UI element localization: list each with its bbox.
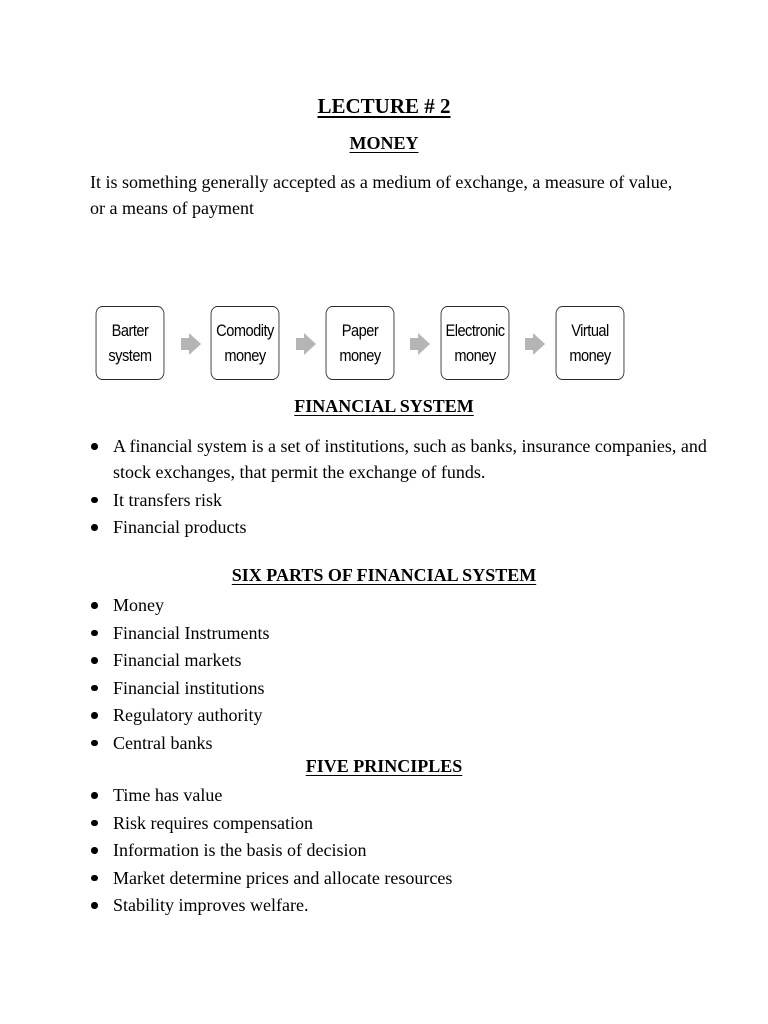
flow-box-virtual-money: Virtual money — [556, 306, 625, 380]
list-item: Regulatory authority — [90, 702, 710, 728]
list-item: Stability improves welfare. — [90, 892, 710, 918]
financial-system-heading: FINANCIAL SYSTEM — [294, 396, 474, 416]
list-item: Financial markets — [90, 647, 710, 673]
list-item: Financial Instruments — [90, 620, 710, 646]
list-item: Money — [90, 592, 710, 618]
flow-box-paper-money: Paper money — [326, 306, 395, 380]
list-item: Market determine prices and allocate resources — [90, 865, 710, 891]
list-item: A financial system is a set of institutions, such as banks, insurance companies, and stock exchanges, that permit the exchange of funds. — [90, 433, 710, 485]
lecture-title: LECTURE # 2 — [317, 94, 451, 118]
money-evolution-diagram — [90, 306, 635, 384]
list-item: Financial products — [90, 514, 710, 540]
flow-box-comodity-money: Comodity money — [211, 306, 280, 380]
six-parts-list — [90, 592, 710, 757]
flow-arrow-icon — [304, 333, 316, 355]
list-item: Risk requires compensation — [90, 810, 710, 836]
flow-box-barter-system: Barter system — [96, 306, 165, 380]
five-principles-list — [90, 782, 710, 920]
list-item: Central banks — [90, 730, 710, 756]
money-definition: It is something generally accepted as a medium of exchange, a measure of value, or a means of payment — [90, 172, 673, 218]
money-heading: MONEY — [349, 133, 419, 153]
flow-arrow-icon — [533, 333, 545, 355]
six-parts-heading: SIX PARTS OF FINANCIAL SYSTEM — [231, 565, 537, 585]
list-item: Information is the basis of decision — [90, 837, 710, 863]
flow-box-electronic-money: Electronic money — [441, 306, 510, 380]
list-item: It transfers risk — [90, 487, 710, 513]
flow-arrow-icon — [418, 333, 430, 355]
list-item: Time has value — [90, 782, 710, 808]
financial-system-list — [90, 433, 710, 542]
five-principles-heading: FIVE PRINCIPLES — [305, 756, 463, 776]
flow-arrow-icon — [189, 333, 201, 355]
list-item: Financial institutions — [90, 675, 710, 701]
